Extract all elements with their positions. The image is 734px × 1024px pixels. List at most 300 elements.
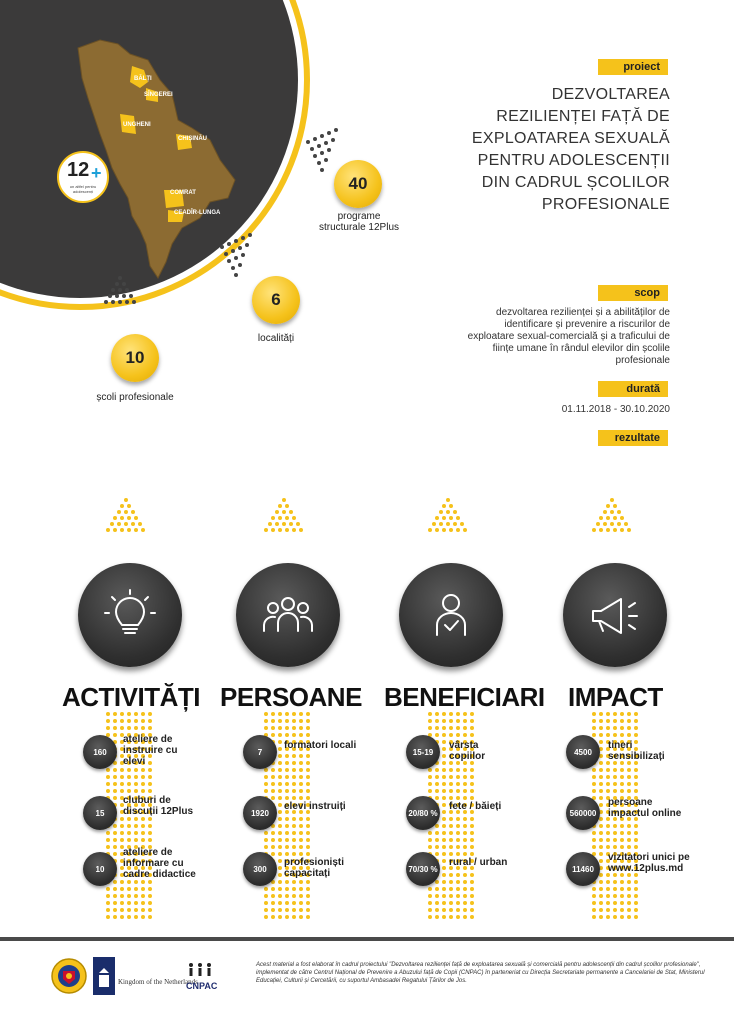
stat-label-schools: școli profesionale bbox=[96, 392, 174, 403]
decorative-dot bbox=[456, 719, 460, 723]
decorative-dot bbox=[435, 719, 439, 723]
decorative-dot bbox=[435, 782, 439, 786]
decorative-dot bbox=[620, 894, 624, 898]
decorative-dot bbox=[446, 522, 450, 526]
decorative-dot bbox=[127, 908, 131, 912]
decorative-dot bbox=[292, 824, 296, 828]
stat-label-programs: programe structurale 12Plus bbox=[318, 211, 400, 233]
decorative-dot bbox=[449, 845, 453, 849]
decorative-dot bbox=[306, 719, 310, 723]
decorative-dot bbox=[271, 516, 275, 520]
decorative-dot bbox=[599, 901, 603, 905]
decorative-dot bbox=[285, 733, 289, 737]
decorative-dot bbox=[292, 915, 296, 919]
decorative-dot bbox=[435, 915, 439, 919]
decorative-dot bbox=[613, 831, 617, 835]
decorative-dot bbox=[456, 733, 460, 737]
decorative-dot bbox=[113, 775, 117, 779]
decorative-dot bbox=[299, 726, 303, 730]
decorative-dot bbox=[241, 236, 245, 240]
decorative-dot bbox=[463, 528, 467, 532]
decorative-dot bbox=[603, 510, 607, 514]
decorative-dot bbox=[470, 789, 474, 793]
decorative-dot bbox=[470, 915, 474, 919]
decorative-dot bbox=[449, 901, 453, 905]
decorative-dot bbox=[634, 831, 638, 835]
decorative-dot bbox=[278, 789, 282, 793]
decorative-dot bbox=[463, 901, 467, 905]
decorative-dot bbox=[292, 887, 296, 891]
activitati-text-2: cluburi de discuții 12Plus bbox=[123, 795, 194, 817]
decorative-dot bbox=[106, 528, 110, 532]
stat-circle-localities: 6 bbox=[252, 276, 300, 324]
decorative-dot bbox=[456, 838, 460, 842]
decorative-dot bbox=[299, 528, 303, 532]
decorative-dot bbox=[428, 528, 432, 532]
decorative-dot bbox=[113, 831, 117, 835]
decorative-dot bbox=[428, 908, 432, 912]
decorative-dot bbox=[278, 726, 282, 730]
decorative-dot bbox=[592, 768, 596, 772]
12plus-logo bbox=[57, 151, 109, 203]
decorative-dot bbox=[141, 726, 145, 730]
decorative-dot bbox=[599, 887, 603, 891]
decorative-dot bbox=[634, 838, 638, 842]
decorative-dot bbox=[470, 873, 474, 877]
persoane-icon-circle bbox=[236, 563, 340, 667]
decorative-dot bbox=[148, 719, 152, 723]
decorative-dot bbox=[599, 796, 603, 800]
beneficiari-text-1: vârsta copiilor bbox=[449, 740, 486, 762]
decorative-dot bbox=[120, 504, 124, 508]
decorative-dot bbox=[234, 273, 238, 277]
decorative-dot bbox=[306, 894, 310, 898]
decorative-dot bbox=[428, 789, 432, 793]
decorative-dot bbox=[306, 901, 310, 905]
impact-value-2: 560000 bbox=[566, 796, 600, 830]
decorative-dot bbox=[620, 733, 624, 737]
decorative-dot bbox=[134, 528, 138, 532]
decorative-dot bbox=[285, 894, 289, 898]
decorative-dot bbox=[264, 838, 268, 842]
decorative-dot bbox=[299, 796, 303, 800]
decorative-dot bbox=[299, 775, 303, 779]
decorative-dot bbox=[449, 838, 453, 842]
decorative-dot bbox=[134, 782, 138, 786]
decorative-dot bbox=[127, 831, 131, 835]
decorative-dot bbox=[285, 852, 289, 856]
decorative-dot bbox=[435, 824, 439, 828]
scope-text: dezvoltarea rezilienței și a abilităților de identificare și prevenire a riscurilor de exploatare sexual-comercială și a traficului de ființe umane în rândul elevilor din școlile profesionale bbox=[467, 307, 670, 366]
decorative-dot bbox=[306, 852, 310, 856]
decorative-dot bbox=[264, 887, 268, 891]
decorative-dot bbox=[620, 782, 624, 786]
decorative-dot bbox=[428, 775, 432, 779]
decorative-dot bbox=[456, 887, 460, 891]
decorative-dot bbox=[592, 789, 596, 793]
decorative-dot bbox=[224, 252, 228, 256]
decorative-dot bbox=[599, 873, 603, 877]
persoane-text-1: formatori locali bbox=[284, 740, 357, 751]
decorative-dot bbox=[141, 528, 145, 532]
decorative-dot bbox=[435, 768, 439, 772]
decorative-dot bbox=[463, 817, 467, 821]
decorative-dot bbox=[428, 782, 432, 786]
decorative-dot bbox=[264, 908, 268, 912]
map-label-ceadir-lunga: CEADÎR-LUNGA bbox=[174, 210, 221, 216]
decorative-dot bbox=[264, 782, 268, 786]
decorative-dot bbox=[617, 510, 621, 514]
decorative-dot bbox=[463, 845, 467, 849]
decorative-dot bbox=[599, 894, 603, 898]
decorative-dot bbox=[306, 824, 310, 828]
decorative-dot bbox=[271, 719, 275, 723]
decorative-dot bbox=[106, 915, 110, 919]
decorative-dot bbox=[148, 824, 152, 828]
decorative-dot bbox=[470, 880, 474, 884]
results-tag: rezultate bbox=[598, 430, 668, 446]
decorative-dot bbox=[620, 528, 624, 532]
decorative-dot bbox=[463, 831, 467, 835]
decorative-dot bbox=[435, 796, 439, 800]
decorative-dot bbox=[470, 887, 474, 891]
decorative-dot bbox=[127, 782, 131, 786]
decorative-dot bbox=[599, 845, 603, 849]
decorative-dot bbox=[292, 838, 296, 842]
decorative-dot bbox=[449, 880, 453, 884]
decorative-dot bbox=[310, 147, 314, 151]
decorative-dot bbox=[134, 516, 138, 520]
decorative-dot bbox=[292, 726, 296, 730]
impact-value-1: 4500 bbox=[566, 735, 600, 769]
decorative-dot bbox=[449, 852, 453, 856]
decorative-dot bbox=[278, 768, 282, 772]
decorative-dot bbox=[449, 873, 453, 877]
decorative-dot bbox=[127, 838, 131, 842]
decorative-dot bbox=[108, 294, 112, 298]
decorative-dot bbox=[299, 831, 303, 835]
decorative-dot bbox=[470, 782, 474, 786]
decorative-dot bbox=[634, 824, 638, 828]
duration-text: 01.11.2018 - 30.10.2020 bbox=[561, 404, 670, 415]
decorative-dot bbox=[106, 719, 110, 723]
decorative-dot bbox=[470, 768, 474, 772]
decorative-dot bbox=[278, 824, 282, 828]
decorative-dot bbox=[634, 901, 638, 905]
decorative-dot bbox=[278, 852, 282, 856]
decorative-dot bbox=[106, 789, 110, 793]
decorative-dot bbox=[106, 768, 110, 772]
decorative-dot bbox=[456, 796, 460, 800]
activitati-icon-circle bbox=[78, 563, 182, 667]
decorative-dot bbox=[106, 894, 110, 898]
decorative-dot bbox=[275, 510, 279, 514]
decorative-dot bbox=[113, 838, 117, 842]
decorative-dot bbox=[120, 528, 124, 532]
decorative-dot bbox=[627, 733, 631, 737]
decorative-dot bbox=[111, 300, 115, 304]
decorative-dot bbox=[463, 908, 467, 912]
decorative-dot bbox=[442, 740, 446, 744]
decorative-dot bbox=[613, 733, 617, 737]
decorative-dot bbox=[442, 726, 446, 730]
decorative-dot bbox=[282, 498, 286, 502]
decorative-dot bbox=[278, 504, 282, 508]
decorative-dot bbox=[634, 915, 638, 919]
decorative-dot bbox=[134, 768, 138, 772]
activitati-value-2: 15 bbox=[83, 796, 117, 830]
decorative-dot bbox=[125, 288, 129, 292]
decorative-dot bbox=[442, 803, 446, 807]
decorative-dot bbox=[470, 796, 474, 800]
decorative-dot bbox=[141, 894, 145, 898]
decorative-dot bbox=[282, 510, 286, 514]
decorative-dot bbox=[271, 915, 275, 919]
decorative-dot bbox=[134, 824, 138, 828]
decorative-dot bbox=[449, 887, 453, 891]
decorative-dot bbox=[306, 887, 310, 891]
decorative-dot bbox=[285, 901, 289, 905]
decorative-dot bbox=[634, 768, 638, 772]
decorative-dot bbox=[134, 817, 138, 821]
stat-circle-programs: 40 bbox=[334, 160, 382, 208]
decorative-dot bbox=[127, 894, 131, 898]
decorative-dot bbox=[463, 782, 467, 786]
decorative-dot bbox=[442, 845, 446, 849]
decorative-dot bbox=[148, 789, 152, 793]
decorative-dot bbox=[456, 516, 460, 520]
decorative-dot bbox=[141, 915, 145, 919]
decorative-dot bbox=[289, 510, 293, 514]
decorative-dot bbox=[148, 775, 152, 779]
decorative-dot bbox=[613, 838, 617, 842]
decorative-dot bbox=[113, 726, 117, 730]
decorative-dot bbox=[428, 768, 432, 772]
decorative-dot bbox=[131, 522, 135, 526]
decorative-dot bbox=[148, 901, 152, 905]
decorative-dot bbox=[599, 789, 603, 793]
decorative-dot bbox=[285, 789, 289, 793]
decorative-dot bbox=[456, 528, 460, 532]
decorative-dot bbox=[129, 294, 133, 298]
decorative-dot bbox=[613, 789, 617, 793]
decorative-dot bbox=[120, 838, 124, 842]
decorative-dot bbox=[599, 768, 603, 772]
decorative-dot bbox=[599, 761, 603, 765]
decorative-dot bbox=[442, 859, 446, 863]
decorative-dot bbox=[285, 726, 289, 730]
decorative-dot bbox=[106, 887, 110, 891]
decorative-dot bbox=[599, 803, 603, 807]
decorative-dot bbox=[442, 831, 446, 835]
decorative-dot bbox=[449, 528, 453, 532]
decorative-dot bbox=[127, 775, 131, 779]
decorative-dot bbox=[120, 887, 124, 891]
decorative-dot bbox=[134, 838, 138, 842]
decorative-dot bbox=[111, 288, 115, 292]
decorative-dot bbox=[148, 831, 152, 835]
decorative-dot bbox=[606, 901, 610, 905]
decorative-dot bbox=[292, 796, 296, 800]
decorative-dot bbox=[285, 719, 289, 723]
decorative-dot bbox=[324, 141, 328, 145]
decorative-dot bbox=[127, 817, 131, 821]
decorative-dot bbox=[148, 887, 152, 891]
decorative-dot bbox=[428, 845, 432, 849]
decorative-dot bbox=[113, 845, 117, 849]
beneficiari-text-2: fete / băieți bbox=[449, 801, 502, 812]
decorative-dot bbox=[453, 510, 457, 514]
decorative-dot bbox=[285, 528, 289, 532]
decorative-dot bbox=[456, 782, 460, 786]
decorative-dot bbox=[463, 880, 467, 884]
decorative-dot bbox=[110, 522, 114, 526]
decorative-dot bbox=[599, 908, 603, 912]
decorative-dot bbox=[148, 915, 152, 919]
decorative-dot bbox=[627, 915, 631, 919]
decorative-dot bbox=[592, 887, 596, 891]
decorative-dot bbox=[285, 831, 289, 835]
decorative-dot bbox=[292, 733, 296, 737]
decorative-dot bbox=[306, 761, 310, 765]
decorative-dot bbox=[470, 719, 474, 723]
decorative-dot bbox=[124, 522, 128, 526]
decorative-dot bbox=[299, 838, 303, 842]
decorative-dot bbox=[449, 733, 453, 737]
decorative-dot bbox=[124, 498, 128, 502]
decorative-dot bbox=[620, 908, 624, 912]
decorative-dot bbox=[127, 516, 131, 520]
decorative-dot bbox=[292, 817, 296, 821]
decorative-dot bbox=[435, 775, 439, 779]
decorative-dot bbox=[278, 516, 282, 520]
decorative-dot bbox=[613, 504, 617, 508]
footer-divider bbox=[0, 937, 734, 941]
decorative-dot bbox=[463, 789, 467, 793]
decorative-dot bbox=[627, 831, 631, 835]
decorative-dot bbox=[113, 901, 117, 905]
decorative-dot bbox=[122, 294, 126, 298]
impact-value-3: 11460 bbox=[566, 852, 600, 886]
decorative-dot bbox=[606, 908, 610, 912]
decorative-dot bbox=[134, 726, 138, 730]
decorative-dot bbox=[234, 239, 238, 243]
decorative-dot bbox=[439, 510, 443, 514]
decorative-dot bbox=[442, 810, 446, 814]
decorative-dot bbox=[599, 528, 603, 532]
decorative-dot bbox=[299, 817, 303, 821]
decorative-dot bbox=[428, 726, 432, 730]
decorative-dot bbox=[606, 915, 610, 919]
project-tag: proiect bbox=[598, 59, 668, 75]
decorative-dot bbox=[313, 137, 317, 141]
decorative-dot bbox=[470, 775, 474, 779]
decorative-dot bbox=[463, 719, 467, 723]
beneficiari-value-1: 15-19 bbox=[406, 735, 440, 769]
decorative-dot bbox=[285, 824, 289, 828]
decorative-dot bbox=[278, 908, 282, 912]
decorative-dot bbox=[106, 782, 110, 786]
decorative-dot bbox=[449, 768, 453, 772]
decorative-dot bbox=[331, 138, 335, 142]
decorative-dot bbox=[620, 838, 624, 842]
decorative-dot bbox=[271, 726, 275, 730]
decorative-dot bbox=[435, 880, 439, 884]
decorative-dot bbox=[299, 901, 303, 905]
decorative-dot bbox=[141, 719, 145, 723]
decorative-dot bbox=[327, 148, 331, 152]
decorative-dot bbox=[470, 845, 474, 849]
decorative-dot bbox=[606, 775, 610, 779]
beneficiari-icon-circle bbox=[399, 563, 503, 667]
decorative-dot bbox=[470, 852, 474, 856]
activitati-value-3: 10 bbox=[83, 852, 117, 886]
decorative-dot bbox=[120, 719, 124, 723]
decorative-dot bbox=[278, 831, 282, 835]
decorative-dot bbox=[141, 768, 145, 772]
decorative-dot bbox=[428, 894, 432, 898]
decorative-dot bbox=[599, 733, 603, 737]
decorative-dot bbox=[278, 747, 282, 751]
decorative-dot bbox=[285, 782, 289, 786]
decorative-dot bbox=[264, 901, 268, 905]
decorative-dot bbox=[296, 522, 300, 526]
decorative-dot bbox=[248, 233, 252, 237]
map-label-balti: BĂLȚI bbox=[134, 76, 152, 82]
decorative-dot bbox=[613, 894, 617, 898]
decorative-dot bbox=[113, 880, 117, 884]
decorative-dot bbox=[278, 838, 282, 842]
decorative-dot bbox=[299, 852, 303, 856]
decorative-dot bbox=[306, 838, 310, 842]
decorative-dot bbox=[592, 733, 596, 737]
decorative-dot bbox=[292, 775, 296, 779]
decorative-dot bbox=[120, 789, 124, 793]
decorative-dot bbox=[470, 817, 474, 821]
decorative-dot bbox=[463, 726, 467, 730]
decorative-dot bbox=[141, 775, 145, 779]
decorative-dot bbox=[299, 733, 303, 737]
decorative-dot bbox=[613, 915, 617, 919]
decorative-dot bbox=[435, 789, 439, 793]
decorative-dot bbox=[435, 733, 439, 737]
decorative-dot bbox=[456, 775, 460, 779]
decorative-dot bbox=[456, 908, 460, 912]
decorative-dot bbox=[278, 894, 282, 898]
decorative-dot bbox=[271, 796, 275, 800]
persoane-value-1: 7 bbox=[243, 735, 277, 769]
decorative-dot bbox=[627, 824, 631, 828]
decorative-dot bbox=[456, 852, 460, 856]
column-title-beneficiari: BENEFICIARI bbox=[384, 682, 545, 712]
decorative-dot bbox=[278, 719, 282, 723]
decorative-dot bbox=[456, 789, 460, 793]
decorative-dot bbox=[320, 168, 324, 172]
decorative-dot bbox=[134, 901, 138, 905]
decorative-dot bbox=[627, 880, 631, 884]
decorative-dot bbox=[627, 782, 631, 786]
decorative-dot bbox=[606, 782, 610, 786]
decorative-dot bbox=[439, 522, 443, 526]
decorative-dot bbox=[463, 873, 467, 877]
decorative-dot bbox=[120, 817, 124, 821]
decorative-dot bbox=[141, 831, 145, 835]
decorative-dot bbox=[627, 719, 631, 723]
decorative-dot bbox=[278, 740, 282, 744]
decorative-dot bbox=[134, 789, 138, 793]
decorative-dot bbox=[113, 733, 117, 737]
decorative-dot bbox=[134, 908, 138, 912]
